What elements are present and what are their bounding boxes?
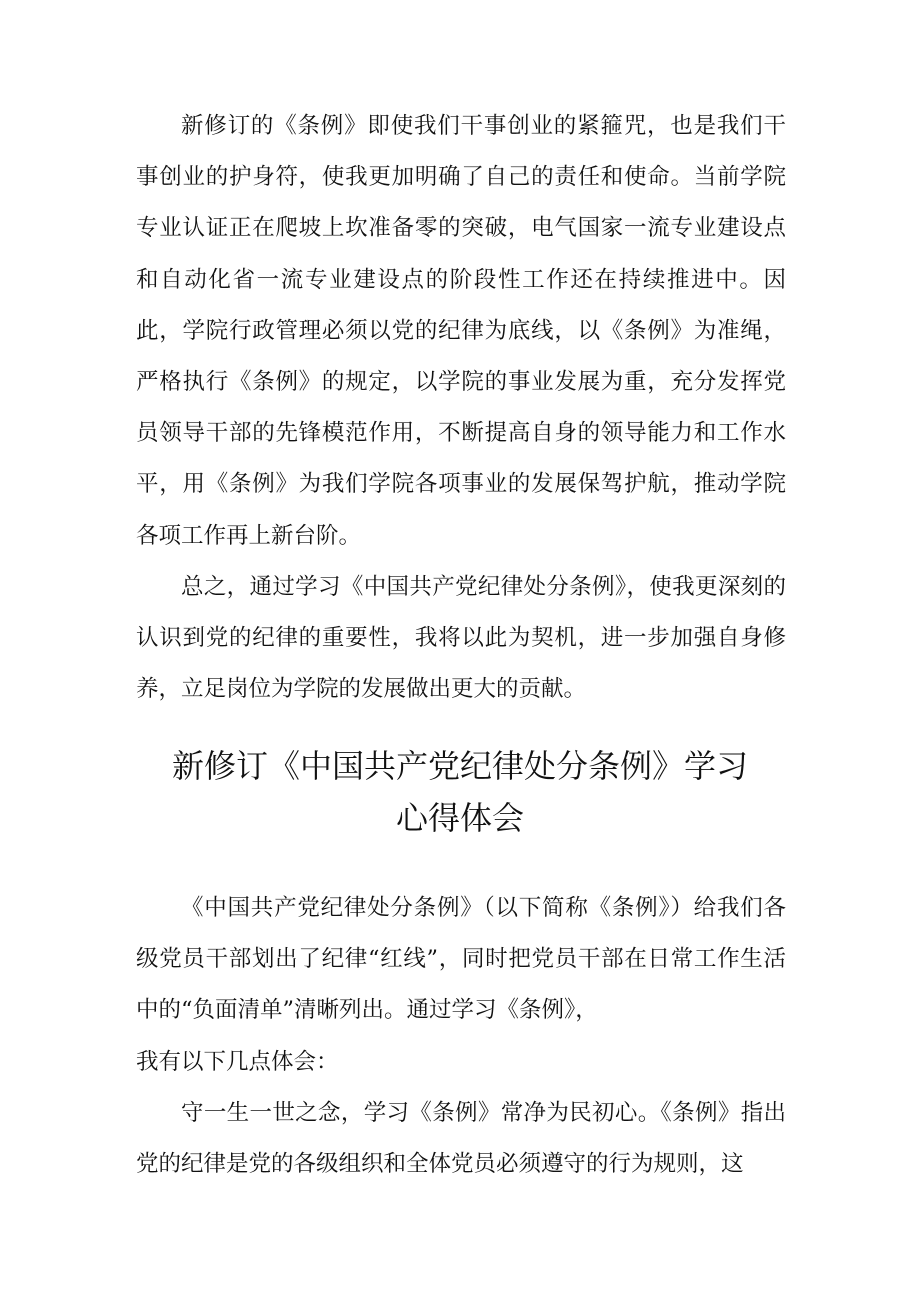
paragraph-first-point: 守一生一世之念，学习《条例》常净为民初心。《条例》指出党的纪律是党的各级组织和全体党员必须遵守的行为规则，这 <box>136 1099 786 1178</box>
upper-text-block <box>136 101 786 715</box>
article-title <box>120 740 800 844</box>
paragraph-conclusion: 总之，通过学习《中国共产党纪律处分条例》，使我更深刻的认识到党的纪律的重要性，我将以此为契机，进一步加强自身修养，立足岗位为学院的发展做出更大的贡献。 <box>136 573 786 703</box>
paragraph-regulation-significance: 新修订的《条例》即使我们干事创业的紧箍咒，也是我们干事创业的护身符，使我更加明确了自己的责任和使命。当前学院专业认证正在爬坡上坎准备零的突破，电气国家一流专业建设点和自动化省一流专业建设点的阶段性工作还在持续推进中。因此，学院行政管理必须以党的纪律为底线，以《条例》为准绳，严格执行《条例》的规定，以学院的事业发展为重，充分发挥党员领导干部的先锋模范作用，不断提高自身的领导能力和工作水平，用《条例》为我们学院各项事业的发展保驾护航，推动学院各项工作再上新台阶。 <box>136 113 786 549</box>
article-title-line-2: 心得体会 <box>395 799 524 837</box>
lower-text-block <box>136 883 786 1190</box>
article-title-line-1: 新修订《中国共产党纪律处分条例》学习 <box>171 747 748 785</box>
paragraph-introduction: 《中国共产党纪律处分条例》（以下简称《条例》）给我们各级党员干部划出了纪律“红线”，同时把党员干部在日常工作生活中的“负面清单”清晰列出。通过学习《条例》， <box>136 895 786 1024</box>
paragraph-points-lead: 我有以下几点体会： <box>136 1048 339 1075</box>
